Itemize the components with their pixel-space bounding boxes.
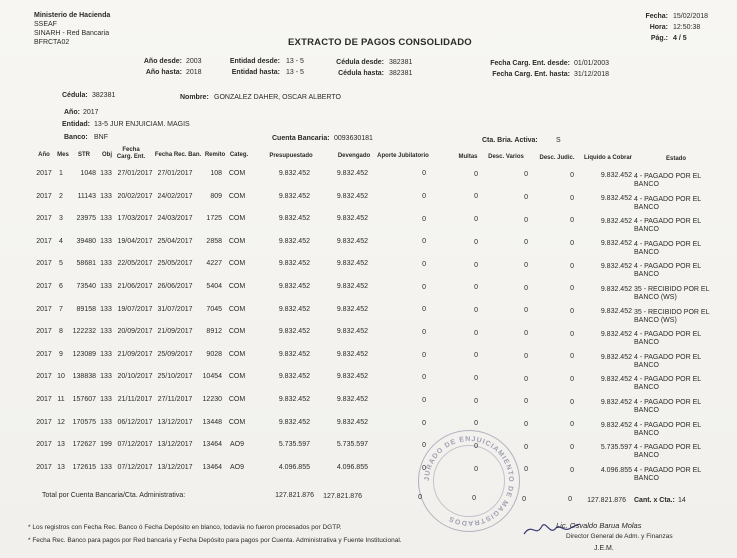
cell-fecha-carg: 21/11/2017 — [117, 396, 153, 403]
cell-desc-judic: 0 — [570, 398, 574, 406]
cell-multas: 0 — [474, 374, 478, 382]
cell-aporte: 0 — [422, 170, 426, 178]
cell-obj: 133 — [100, 396, 112, 403]
cell-remito: 13448 — [202, 418, 222, 426]
cell-estado: 4 - PAGADO POR EL BANCO — [634, 218, 701, 234]
fecha-value: 15/02/2018 — [673, 13, 709, 20]
cell-fecha-carg: 19/04/2017 — [117, 237, 153, 245]
col-presupuestado: Presupuestado — [269, 153, 313, 159]
cedula-value: 382381 — [92, 92, 116, 99]
cell-liquido: 9.832.452 — [600, 262, 632, 270]
cell-fecha-rec: 25/10/2017 — [157, 373, 193, 381]
cell-anio: 2017 — [36, 237, 52, 245]
cell-anio: 2017 — [36, 260, 52, 268]
total-desc-judic: 0 — [568, 496, 572, 503]
cell-obj: 133 — [100, 305, 112, 313]
cell-categ: COM — [228, 237, 246, 245]
banco-label: Banco: — [64, 134, 88, 141]
cell-obj: 133 — [100, 328, 112, 336]
cell-fecha-rec: 24/02/2017 — [157, 192, 193, 200]
cell-desc-judic: 0 — [570, 353, 574, 361]
cell-fecha-rec: 26/06/2017 — [157, 283, 193, 290]
cell-aporte: 0 — [422, 442, 426, 450]
cell-multas: 0 — [474, 465, 478, 473]
cell-fecha-rec: 25/09/2017 — [157, 350, 193, 358]
cell-presupuestado: 9.832.452 — [278, 373, 310, 381]
cell-desc-judic: 0 — [570, 239, 574, 247]
seal-text: JURADO DE ENJUICIAMIENTO DE MAGISTRADOS — [423, 435, 515, 527]
cell-liquido: 9.832.452 — [600, 421, 632, 429]
col-fecha-rec: Fecha Rec. Ban. — [154, 152, 202, 158]
fecha-carg-hasta-value: 31/12/2018 — [574, 71, 610, 78]
cell-liquido: 9.832.452 — [600, 240, 632, 248]
cell-presupuestado: 5.735.597 — [278, 441, 310, 449]
total-aporte: 0 — [418, 494, 422, 501]
cell-estado: 4 - PAGADO POR EL BANCO — [634, 421, 701, 437]
cell-fecha-carg: 17/03/2017 — [117, 215, 153, 223]
entidad-value: 13-5 JUR ENJUICIAM. MAGIS — [94, 121, 190, 128]
cell-desc-varios: 0 — [524, 262, 528, 270]
total-desc-varios: 0 — [522, 496, 526, 503]
cell-obj: 133 — [100, 170, 112, 177]
cell-desc-judic: 0 — [570, 330, 574, 338]
fecha-carg-desde-value: 01/01/2003 — [574, 60, 610, 67]
cta-activa-value: S — [556, 137, 561, 144]
cell-desc-judic: 0 — [570, 444, 574, 452]
cell-obj: 133 — [100, 283, 112, 290]
cell-anio: 2017 — [36, 418, 52, 426]
cell-desc-varios: 0 — [524, 216, 528, 224]
cell-obj: 133 — [100, 418, 112, 426]
cell-aporte: 0 — [422, 419, 426, 427]
cell-estado: 4 - PAGADO POR EL BANCO — [634, 399, 701, 414]
cell-estado: 4 - PAGADO POR EL BANCO — [634, 195, 701, 211]
cell-desc-judic: 0 — [570, 262, 574, 270]
cell-desc-varios: 0 — [524, 443, 528, 451]
cell-aporte: 0 — [422, 306, 426, 314]
anio-desde-label: Año desde: — [143, 58, 182, 65]
cell-fecha-carg: 06/12/2017 — [117, 418, 153, 426]
report-code: BFRCTA02 — [34, 39, 70, 46]
cell-devengado: 9.832.452 — [336, 237, 368, 245]
pagina-label: Pág.: — [650, 35, 668, 42]
cell-liquido: 9.832.452 — [600, 285, 632, 293]
cedula-hasta-value: 382381 — [389, 70, 413, 77]
signer-name: Lic. Osvaldo Barua Molas — [556, 521, 642, 530]
cell-aporte: 0 — [422, 260, 426, 268]
cell-fecha-rec: 21/09/2017 — [157, 328, 193, 336]
col-str: STR — [78, 152, 90, 158]
entidad-label: Entidad: — [62, 121, 90, 128]
cell-aporte: 0 — [422, 351, 426, 359]
col-anio: Año — [38, 152, 50, 158]
cell-multas: 0 — [474, 284, 478, 292]
cell-desc-judic: 0 — [570, 217, 574, 225]
anio-desde-value: 2003 — [186, 58, 202, 65]
cell-estado: 4 - PAGADO POR EL BANCO — [634, 353, 701, 369]
cell-aporte: 0 — [422, 238, 426, 246]
cant-label: Cant. x Cta.: — [634, 497, 675, 504]
cell-desc-varios: 0 — [524, 398, 528, 406]
cell-estado: 4 - PAGADO POR EL BANCO — [634, 376, 701, 392]
cell-devengado: 9.832.452 — [336, 283, 368, 290]
hora-label: Hora: — [649, 24, 668, 31]
cell-liquido: 9.832.452 — [600, 172, 632, 180]
cell-fecha-rec: 27/01/2017 — [157, 170, 193, 177]
col-desc-varios: Desc. Varios — [488, 154, 524, 160]
cell-desc-varios: 0 — [524, 307, 528, 315]
cell-categ: AO9 — [229, 441, 244, 449]
cell-fecha-rec: 31/07/2017 — [157, 305, 193, 313]
signer-role: Director General de Adm. y Finanzas — [566, 533, 673, 540]
cell-aporte: 0 — [422, 215, 426, 223]
cell-desc-varios: 0 — [524, 330, 528, 338]
cell-desc-varios: 0 — [524, 194, 528, 202]
col-obj: Obj — [102, 152, 112, 158]
cell-multas: 0 — [474, 306, 478, 314]
cell-multas: 0 — [474, 329, 478, 337]
cell-str: 58681 — [76, 260, 96, 268]
cta-activa-label: Cta. Bria. Activa: — [482, 137, 538, 144]
cell-anio: 2017 — [36, 396, 52, 403]
cell-anio: 2017 — [36, 192, 52, 200]
anio-hasta-value: 2018 — [186, 69, 202, 76]
cell-estado: 4 - PAGADO POR EL BANCO — [634, 240, 701, 256]
cell-remito: 7045 — [206, 305, 222, 313]
cant-value: 14 — [678, 497, 686, 504]
cell-presupuestado: 9.832.452 — [278, 305, 310, 313]
cell-anio: 2017 — [36, 441, 52, 449]
cedula-hasta-label: Cédula hasta: — [338, 70, 384, 77]
cell-obj: 133 — [100, 192, 112, 200]
cell-remito: 13464 — [202, 463, 222, 471]
cell-str: 1048 — [80, 170, 96, 177]
total-devengado: 127.821.876 — [323, 493, 362, 500]
cell-categ: COM — [228, 350, 246, 358]
cell-devengado: 9.832.452 — [336, 418, 368, 426]
cell-obj: 199 — [100, 441, 112, 449]
cell-mes: 9 — [59, 350, 63, 358]
cell-devengado: 9.832.452 — [336, 373, 368, 381]
cell-presupuestado: 9.832.452 — [278, 418, 310, 426]
cell-desc-varios: 0 — [524, 466, 528, 474]
cell-liquido: 9.832.452 — [600, 217, 632, 225]
cell-mes: 3 — [59, 215, 63, 223]
cell-aporte: 0 — [422, 374, 426, 382]
cell-estado: 35 - RECIBIDO POR EL BANCO (WS) — [634, 286, 710, 301]
cell-remito: 12230 — [202, 396, 222, 403]
cell-presupuestado: 9.832.452 — [278, 396, 310, 403]
cell-remito: 4227 — [206, 260, 222, 268]
cell-categ: COM — [228, 373, 246, 381]
cell-estado: 4 - PAGADO POR EL BANCO — [634, 444, 701, 460]
cell-aporte: 0 — [422, 328, 426, 336]
cell-remito: 2858 — [206, 237, 222, 245]
cell-fecha-rec: 24/03/2017 — [157, 215, 193, 223]
entidad-desde-value: 13 - 5 — [286, 58, 304, 65]
ministry-name: Ministerio de Hacienda — [34, 12, 111, 19]
cell-presupuestado: 9.832.452 — [278, 260, 310, 268]
cell-devengado: 9.832.452 — [336, 305, 368, 313]
cell-desc-judic: 0 — [570, 376, 574, 384]
cell-desc-varios: 0 — [524, 420, 528, 428]
cell-mes: 13 — [57, 441, 65, 449]
cell-remito: 9028 — [206, 350, 222, 358]
cell-fecha-carg: 19/07/2017 — [117, 305, 153, 313]
cell-str: 172615 — [72, 463, 96, 471]
cell-estado: 4 - PAGADO POR EL BANCO — [634, 466, 701, 482]
cell-str: 122232 — [72, 328, 96, 336]
cell-estado: 35 - RECIBIDO POR EL BANCO (WS) — [634, 308, 710, 324]
cuenta-label: Cuenta Bancaria: — [272, 135, 330, 142]
cell-fecha-carg: 27/01/2017 — [117, 170, 153, 177]
cedula-desde-label: Cédula desde: — [336, 59, 384, 66]
cell-desc-judic: 0 — [570, 171, 574, 179]
cell-remito: 5404 — [206, 283, 222, 290]
cell-obj: 133 — [100, 260, 112, 268]
col-mes: Mes — [57, 152, 69, 158]
footnote-1: * Los registros con Fecha Rec. Banco ó Fecha Depósito en blanco, todavía no fueron procesados por DGTP. — [28, 524, 342, 531]
cell-desc-varios: 0 — [524, 375, 528, 383]
cell-desc-varios: 0 — [524, 284, 528, 292]
cell-obj: 133 — [100, 215, 112, 223]
cell-mes: 11 — [57, 396, 65, 403]
cell-mes: 5 — [59, 260, 63, 268]
org-sseaf: SSEAF — [34, 21, 57, 28]
cell-anio: 2017 — [36, 305, 52, 313]
cell-obj: 133 — [100, 463, 112, 471]
cell-presupuestado: 9.832.452 — [278, 328, 310, 336]
cell-fecha-carg: 20/10/2017 — [117, 373, 153, 381]
col-fecha-carg: Fecha Carg. Ent. — [116, 147, 146, 160]
cell-anio: 2017 — [36, 283, 52, 290]
cell-categ: COM — [228, 328, 246, 336]
footnote-2: * Fecha Rec. Banco para pagos por Red bancaria y Fecha Depósito para pagos por Cuenta. Administrativa y Fuente Institucional. — [28, 537, 402, 544]
cell-anio: 2017 — [36, 350, 52, 358]
cell-anio: 2017 — [36, 215, 52, 223]
entidad-hasta-value: 13 - 5 — [286, 69, 304, 76]
cell-multas: 0 — [474, 443, 478, 451]
cell-liquido: 5.735.597 — [600, 444, 632, 452]
col-aporte-jubilatorio: Aporte Jubilatorio — [377, 153, 429, 159]
cell-mes: 6 — [59, 283, 63, 290]
cell-str: 157607 — [72, 396, 96, 403]
fecha-label: Fecha: — [645, 13, 668, 20]
cell-remito: 1725 — [206, 215, 222, 223]
cell-liquido: 9.832.452 — [600, 308, 632, 316]
cell-mes: 2 — [59, 192, 63, 200]
col-categ: Categ. — [229, 152, 249, 158]
cell-liquido: 9.832.452 — [600, 399, 632, 407]
col-remito: Remito — [204, 152, 226, 158]
cell-aporte: 0 — [422, 283, 426, 291]
cell-fecha-carg: 20/02/2017 — [117, 192, 153, 200]
report-title: EXTRACTO DE PAGOS CONSOLIDADO — [288, 37, 472, 48]
cell-multas: 0 — [474, 397, 478, 405]
cell-str: 23975 — [76, 215, 96, 223]
cell-categ: COM — [228, 260, 246, 268]
cell-devengado: 9.832.452 — [336, 260, 368, 268]
cell-mes: 13 — [57, 463, 65, 471]
cell-devengado: 4.096.855 — [336, 463, 368, 471]
cell-str: 123089 — [72, 350, 96, 358]
cell-mes: 12 — [57, 418, 65, 426]
cuenta-value: 0093630181 — [334, 135, 373, 142]
cell-remito: 809 — [210, 192, 222, 200]
cell-anio: 2017 — [36, 170, 52, 177]
cell-presupuestado: 9.832.452 — [278, 237, 310, 245]
cell-multas: 0 — [474, 216, 478, 224]
svg-text:JURADO DE ENJUICIAMIENTO DE MA — [424, 436, 514, 526]
cell-mes: 7 — [59, 305, 63, 313]
cell-fecha-rec: 13/12/2017 — [157, 441, 193, 449]
nombre-label: Nombre: — [180, 94, 209, 101]
cell-fecha-carg: 20/09/2017 — [117, 328, 153, 336]
cell-multas: 0 — [474, 170, 478, 178]
cell-str: 138838 — [72, 373, 96, 381]
cell-estado: 4 - PAGADO POR EL BANCO — [634, 263, 701, 279]
cell-mes: 10 — [57, 373, 65, 381]
col-multas: Multas — [458, 154, 478, 160]
cell-mes: 1 — [59, 170, 63, 177]
cell-fecha-rec: 25/05/2017 — [157, 260, 193, 268]
cell-fecha-rec: 13/12/2017 — [157, 418, 193, 426]
cell-str: 89158 — [76, 305, 96, 313]
totals-label: Total por Cuenta Bancaria/Cta. Administrativa: — [42, 492, 186, 499]
cell-categ: COM — [228, 418, 246, 426]
cell-fecha-carg: 07/12/2017 — [117, 463, 153, 471]
cell-liquido: 4.096.855 — [600, 467, 632, 475]
total-liquido: 127.821.876 — [587, 497, 626, 504]
fecha-carg-hasta-label: Fecha Carg. Ent. hasta: — [492, 71, 570, 78]
org-sinarh: SINARH - Red Bancaria — [34, 30, 110, 37]
signer-unit: J.E.M. — [594, 545, 614, 552]
cell-devengado: 9.832.452 — [336, 328, 368, 336]
cell-str: 73540 — [76, 283, 96, 290]
total-multas: 0 — [472, 495, 476, 502]
cell-categ: COM — [228, 215, 246, 223]
cell-remito: 8912 — [206, 328, 222, 336]
cell-multas: 0 — [474, 420, 478, 428]
col-estado: Estado — [665, 156, 686, 162]
cell-categ: COM — [228, 170, 246, 177]
cell-str: 172627 — [72, 441, 96, 449]
cell-str: 11143 — [77, 192, 96, 200]
cell-obj: 133 — [100, 350, 112, 358]
cell-multas: 0 — [474, 352, 478, 360]
cedula-desde-value: 382381 — [389, 59, 413, 66]
cell-fecha-carg: 22/05/2017 — [117, 260, 153, 268]
cell-multas: 0 — [474, 238, 478, 246]
cell-anio: 2017 — [36, 373, 52, 381]
cell-estado: 4 - PAGADO POR EL BANCO — [634, 173, 701, 188]
cell-liquido: 9.832.452 — [600, 376, 632, 384]
cell-desc-varios: 0 — [524, 239, 528, 247]
cell-categ: COM — [228, 283, 246, 290]
cell-estado: 4 - PAGADO POR EL BANCO — [634, 331, 701, 347]
cell-presupuestado: 9.832.452 — [278, 215, 310, 223]
cell-devengado: 9.832.452 — [336, 192, 368, 200]
fecha-carg-desde-label: Fecha Carg. Ent. desde: — [490, 60, 570, 67]
cell-presupuestado: 9.832.452 — [278, 283, 310, 290]
cell-multas: 0 — [474, 261, 478, 269]
cell-obj: 133 — [100, 237, 112, 245]
cell-devengado: 9.832.452 — [336, 350, 368, 358]
col-devengado: Devengado — [337, 153, 371, 159]
cell-obj: 133 — [100, 373, 112, 381]
cell-fecha-carg: 07/12/2017 — [117, 441, 153, 449]
cell-liquido: 9.832.452 — [600, 194, 632, 202]
cell-anio: 2017 — [36, 328, 52, 336]
nombre-value: GONZALEZ DAHER, OSCAR ALBERTO — [214, 94, 341, 101]
cell-remito: 10454 — [202, 373, 222, 381]
official-seal — [418, 430, 520, 532]
cell-liquido: 9.832.452 — [600, 353, 632, 361]
cell-categ: COM — [228, 305, 246, 313]
col-desc-judic: Desc. Judic. — [539, 155, 575, 161]
cell-aporte: 0 — [422, 397, 426, 405]
cell-anio: 2017 — [36, 463, 52, 471]
entidad-hasta-label: Entidad hasta: — [231, 69, 280, 76]
cell-liquido: 9.832.452 — [600, 331, 632, 339]
col-liquido: Líquido a Cobrar — [584, 155, 632, 161]
anio-hasta-label: Año hasta: — [145, 69, 182, 76]
hora-value: 12:50:38 — [673, 24, 701, 31]
cell-presupuestado: 9.832.452 — [278, 350, 310, 358]
total-presupuestado: 127.821.876 — [275, 492, 314, 499]
cell-presupuestado: 9.832.452 — [278, 170, 310, 177]
cell-presupuestado: 9.832.452 — [278, 192, 310, 200]
cell-fecha-rec: 27/11/2017 — [157, 396, 193, 403]
cell-remito: 108 — [210, 170, 222, 177]
anio-value: 2017 — [83, 109, 99, 116]
pagina-value: 4 / 5 — [673, 35, 687, 42]
cell-desc-judic: 0 — [570, 421, 574, 429]
cell-categ: AO9 — [229, 463, 244, 471]
cell-fecha-carg: 21/09/2017 — [117, 350, 153, 358]
cell-fecha-rec: 13/12/2017 — [157, 463, 193, 471]
cell-fecha-carg: 21/06/2017 — [117, 283, 153, 290]
cell-desc-judic: 0 — [570, 308, 574, 316]
cell-categ: COM — [228, 396, 246, 403]
cell-multas: 0 — [474, 193, 478, 201]
cell-desc-judic: 0 — [570, 466, 574, 474]
cell-devengado: 5.735.597 — [336, 441, 368, 449]
anio-label: Año: — [64, 109, 80, 116]
cell-str: 170575 — [72, 418, 96, 426]
cell-aporte: 0 — [422, 192, 426, 200]
cell-devengado: 9.832.452 — [336, 215, 368, 223]
cell-categ: COM — [228, 192, 246, 200]
entidad-desde-label: Entidad desde: — [229, 58, 280, 65]
cedula-label: Cédula: — [62, 92, 88, 99]
cell-mes: 8 — [59, 328, 63, 336]
cell-fecha-rec: 25/04/2017 — [157, 237, 193, 245]
cell-aporte: 0 — [422, 465, 426, 473]
cell-mes: 4 — [59, 237, 63, 245]
cell-desc-varios: 0 — [524, 171, 528, 179]
cell-desc-judic: 0 — [570, 285, 574, 293]
cell-devengado: 9.832.452 — [336, 396, 368, 403]
cell-desc-varios: 0 — [524, 352, 528, 360]
cell-presupuestado: 4.096.855 — [278, 463, 310, 471]
cell-remito: 13464 — [202, 441, 222, 449]
cell-desc-judic: 0 — [570, 194, 574, 202]
cell-str: 39480 — [76, 237, 96, 245]
banco-value: BNF — [94, 134, 108, 141]
cell-devengado: 9.832.452 — [336, 170, 368, 177]
